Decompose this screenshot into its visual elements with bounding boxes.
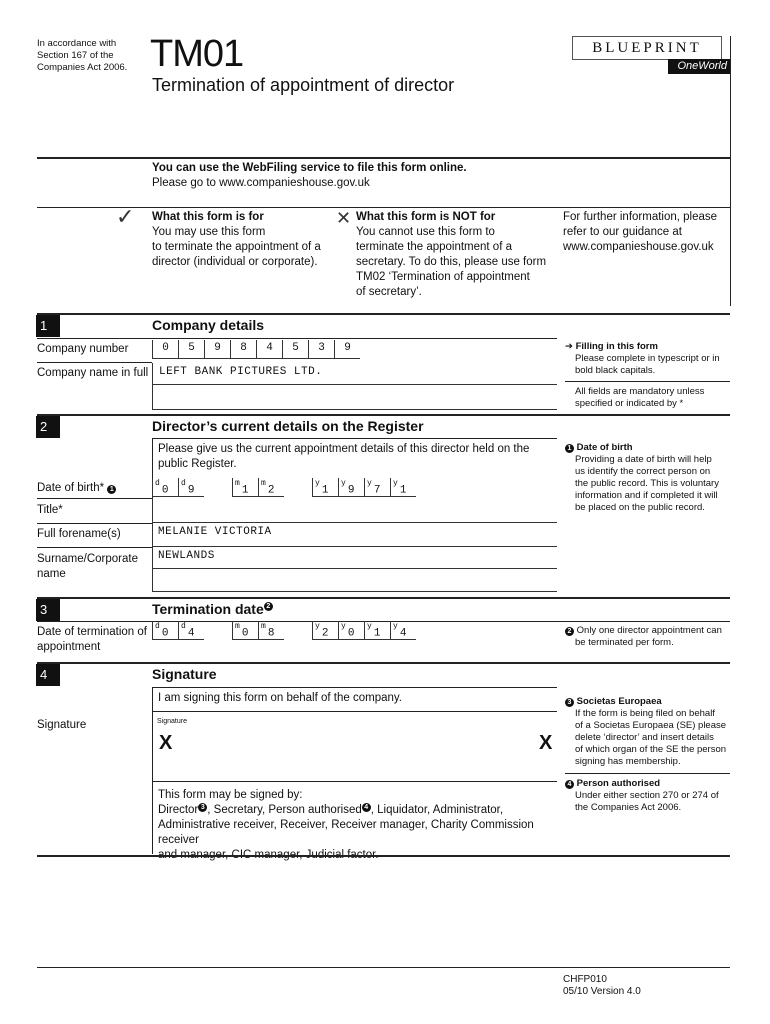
further-info-line: refer to our guidance at — [563, 226, 682, 238]
date-part-prefix: y — [315, 622, 320, 631]
divider — [37, 338, 557, 339]
signature-cross-right-icon: X — [539, 732, 553, 754]
date-part-prefix: m — [261, 479, 266, 488]
what-for-line: You may use this form — [152, 226, 266, 238]
company-number-label: Company number — [37, 343, 129, 355]
form-code: TM01 — [150, 33, 244, 75]
date-part-prefix: m — [235, 479, 240, 488]
company-number-digit[interactable]: 4 — [256, 340, 282, 359]
divider — [37, 157, 730, 159]
dob-digit[interactable] — [312, 478, 338, 497]
divider — [37, 362, 152, 363]
mandatory-note-line: All fields are mandatory unless — [575, 386, 705, 397]
dob-guidance-line: Providing a date of birth will help — [575, 454, 712, 465]
date-digit-value: 1 — [241, 484, 249, 497]
forenames-value: MELANIE VICTORIA — [158, 526, 272, 538]
what-for-block — [152, 210, 332, 270]
dob-guidance — [565, 442, 735, 514]
footer-version: 05/10 Version 4.0 — [563, 986, 641, 997]
date-digit-value: 0 — [241, 627, 249, 640]
section-number: 2 — [36, 416, 60, 438]
surname-field-line2[interactable] — [152, 569, 557, 592]
date-part-prefix: d — [155, 479, 160, 488]
surname-field[interactable] — [152, 547, 557, 569]
date-digit-value: 1 — [373, 627, 381, 640]
note-marker-icon: 1 — [565, 444, 574, 453]
what-not-for-block — [356, 210, 556, 300]
date-digit-value: 0 — [161, 627, 169, 640]
termination-date-label-line: appointment — [37, 641, 101, 653]
divider — [37, 967, 730, 968]
person-authorised-line: Under either section 270 or 274 of — [575, 790, 719, 801]
dob-guidance-line: the public record. This is voluntary — [575, 478, 719, 489]
note-marker-icon: 4 — [362, 803, 371, 812]
section-title: Company details — [152, 317, 265, 333]
termination-date-digit[interactable] — [178, 621, 204, 640]
surname-value: NEWLANDS — [158, 550, 215, 562]
note-marker-icon: 4 — [565, 780, 574, 789]
se-guidance-line: signing has membership. — [575, 756, 681, 767]
signature-box[interactable] — [153, 712, 557, 781]
mandatory-note-line: specified or indicated by * — [575, 398, 684, 409]
company-number-digit[interactable]: 9 — [204, 340, 230, 359]
divider — [565, 773, 730, 774]
company-name-label: Company name in full — [37, 367, 149, 379]
signature-label: Signature — [37, 719, 87, 731]
signature-intro: I am signing this form on behalf of the company. — [158, 692, 402, 704]
director-intro — [158, 442, 553, 472]
se-guidance-title: Societas Europaea — [576, 696, 662, 707]
dob-digit[interactable] — [390, 478, 416, 497]
mandatory-note — [565, 386, 735, 410]
filling-guidance-line: Please complete in typescript or in — [575, 353, 720, 364]
date-digit-value: 2 — [321, 627, 329, 640]
company-name-value: LEFT BANK PICTURES LTD. — [159, 366, 323, 378]
note-marker-icon: 1 — [107, 485, 116, 494]
dob-guidance-line: us identify the correct person on — [575, 466, 711, 477]
filling-guidance-line: bold black capitals. — [575, 365, 656, 376]
what-not-for-line: TM02 ‘Termination of appointment — [356, 271, 530, 283]
what-not-for-line: terminate the appointment of a — [356, 241, 512, 253]
divider — [37, 523, 152, 524]
termination-guidance-line: be terminated per form. — [575, 637, 674, 648]
se-guidance — [565, 696, 735, 768]
signers-note — [158, 788, 558, 863]
section-number: 1 — [36, 315, 60, 337]
filling-guidance-title: Filling in this form — [575, 341, 658, 352]
date-digit-value: 1 — [399, 484, 407, 497]
signers-note-text: , Secretary, Person authorised — [207, 804, 362, 816]
note-marker-icon: 2 — [264, 602, 273, 611]
se-guidance-line: If the form is being filed on behalf — [575, 708, 715, 719]
date-part-prefix: m — [261, 622, 266, 631]
termination-date-digit[interactable] — [390, 621, 416, 640]
form-title: Termination of appointment of director — [152, 75, 455, 95]
divider — [152, 687, 557, 688]
date-digit-value: 4 — [399, 627, 407, 640]
legal-note-line: Companies Act 2006. — [37, 62, 128, 73]
company-number-digit[interactable]: 9 — [334, 340, 360, 359]
section-title: Director’s current details on the Register — [152, 418, 424, 434]
termination-guidance-line: Only one director appointment can — [576, 625, 722, 636]
date-part-prefix: d — [155, 622, 160, 631]
termination-date-digit[interactable] — [364, 621, 390, 640]
legal-note — [37, 38, 127, 74]
legal-note-line: In accordance with — [37, 38, 117, 49]
se-guidance-line: of a Societas Europaea (SE) please — [575, 720, 727, 731]
divider — [37, 855, 730, 857]
further-info-line: For further information, please — [563, 211, 718, 223]
date-digit-value: 7 — [373, 484, 381, 497]
further-info — [563, 210, 733, 255]
signature-cross-left-icon: X — [159, 732, 173, 754]
dob-digit[interactable] — [258, 478, 284, 497]
director-intro-line: Please give us the current appointment details of this director held on the — [158, 443, 530, 455]
note-marker-icon: 2 — [565, 627, 574, 636]
se-guidance-line: of which organ of the SE the person — [575, 744, 727, 755]
signers-note-text: Director — [158, 804, 199, 816]
signers-note-text: , Liquidator, Administrator, — [370, 804, 504, 816]
termination-date-label — [37, 625, 147, 655]
section-title-text: Termination date — [152, 601, 264, 617]
signature-box-caption: Signature — [157, 718, 187, 725]
section-number: 4 — [36, 664, 60, 686]
date-digit-value: 9 — [347, 484, 355, 497]
company-number-digit[interactable]: 3 — [308, 340, 334, 359]
what-not-for-line: secretary. To do this, please use form — [356, 256, 547, 268]
termination-date-label-line: Date of termination of — [37, 626, 147, 638]
cross-icon: ✕ — [336, 208, 352, 228]
legal-note-line: Section 167 of the — [37, 50, 114, 61]
date-part-prefix: y — [367, 479, 372, 488]
divider — [37, 313, 730, 315]
signers-note-line: Administrative receiver, Receiver, Receiver manager, Charity Commission receiver — [158, 819, 534, 846]
date-digit-value: 4 — [187, 627, 195, 640]
dob-digit[interactable] — [152, 478, 178, 497]
divider — [37, 414, 730, 416]
filling-guidance — [565, 341, 735, 377]
company-name-field-line2[interactable] — [152, 385, 557, 410]
date-part-prefix: m — [235, 622, 240, 631]
section-title: Signature — [152, 666, 217, 682]
section-title — [152, 601, 273, 617]
note-marker-icon: 3 — [198, 803, 207, 812]
divider — [37, 662, 730, 664]
dob-guidance-line: be placed on the public record. — [575, 502, 705, 513]
termination-date-digit[interactable] — [232, 621, 258, 640]
dob-digit[interactable] — [338, 478, 364, 497]
date-part-prefix: y — [393, 479, 398, 488]
forenames-field[interactable] — [152, 523, 557, 547]
dob-guidance-line: information and if completed it will — [575, 490, 718, 501]
check-icon: ✓ — [116, 204, 135, 229]
divider — [152, 781, 557, 782]
dob-digit[interactable] — [364, 478, 390, 497]
divider — [37, 207, 730, 208]
divider — [37, 597, 730, 599]
blueprint-logo — [572, 36, 730, 76]
surname-label-line: Surname/Corporate — [37, 553, 138, 565]
title-field[interactable] — [152, 498, 557, 523]
person-authorised-title: Person authorised — [576, 778, 661, 789]
company-number-digit[interactable]: 5 — [282, 340, 308, 359]
date-digit-value: 0 — [347, 627, 355, 640]
forenames-label: Full forename(s) — [37, 528, 121, 540]
right-border — [730, 36, 731, 306]
termination-date-digit[interactable] — [312, 621, 338, 640]
date-digit-value: 1 — [321, 484, 329, 497]
termination-date-digit[interactable] — [338, 621, 364, 640]
webfiling-line2: Please go to www.companieshouse.gov.uk — [152, 177, 370, 189]
webfiling-line1: You can use the WebFiling service to file this form online. — [152, 162, 467, 174]
date-digit-value: 9 — [187, 484, 195, 497]
note-marker-icon: 3 — [565, 698, 574, 707]
surname-label-line: name — [37, 568, 66, 580]
date-part-prefix: y — [315, 479, 320, 488]
dob-label-text: Date of birth* — [37, 482, 105, 494]
signers-note-line: This form may be signed by: — [158, 789, 303, 801]
what-not-for-line: of secretary’. — [356, 286, 422, 298]
title-label: Title* — [37, 504, 63, 516]
termination-guidance — [565, 625, 735, 649]
what-for-line: to terminate the appointment of a — [152, 241, 321, 253]
date-part-prefix: y — [367, 622, 372, 631]
company-name-field[interactable] — [152, 363, 557, 385]
divider — [37, 547, 152, 548]
arrow-icon: ➔ — [565, 341, 576, 352]
date-part-prefix: d — [181, 622, 186, 631]
divider — [37, 498, 152, 499]
what-for-title: What this form is for — [152, 211, 264, 223]
webfiling-note — [152, 161, 467, 191]
date-digit-value: 2 — [267, 484, 275, 497]
date-digit-value: 8 — [267, 627, 275, 640]
date-part-prefix: y — [341, 479, 346, 488]
company-number-digit[interactable]: 8 — [230, 340, 256, 359]
company-number-digit[interactable]: 0 — [152, 340, 178, 359]
divider — [152, 438, 557, 439]
footer-code-text: CHFP010 — [563, 974, 607, 985]
surname-label — [37, 552, 138, 582]
section-number: 3 — [36, 599, 60, 621]
further-info-line: www.companieshouse.gov.uk — [563, 241, 714, 253]
dob-digit[interactable] — [232, 478, 258, 497]
date-digit-value: 0 — [161, 484, 169, 497]
dob-digit[interactable] — [178, 478, 204, 497]
dob-label — [37, 481, 116, 496]
date-part-prefix: d — [181, 479, 186, 488]
logo-sub: OneWorld — [668, 59, 730, 74]
divider — [565, 381, 730, 382]
what-not-for-line: You cannot use this form to — [356, 226, 495, 238]
logo-text: BLUEPRINT — [572, 36, 722, 60]
field-border — [152, 781, 153, 854]
director-intro-line: public Register. — [158, 458, 237, 470]
company-number-digit[interactable]: 5 — [178, 340, 204, 359]
termination-date-digit[interactable] — [152, 621, 178, 640]
what-not-for-title: What this form is NOT for — [356, 211, 496, 223]
footer-code — [563, 974, 641, 998]
date-part-prefix: y — [341, 622, 346, 631]
person-authorised-guidance — [565, 778, 735, 814]
termination-date-digit[interactable] — [258, 621, 284, 640]
what-for-line: director (individual or corporate). — [152, 256, 318, 268]
dob-guidance-title: Date of birth — [576, 442, 633, 453]
date-part-prefix: y — [393, 622, 398, 631]
person-authorised-line: the Companies Act 2006. — [575, 802, 682, 813]
se-guidance-line: delete ‘director’ and insert details — [575, 732, 714, 743]
